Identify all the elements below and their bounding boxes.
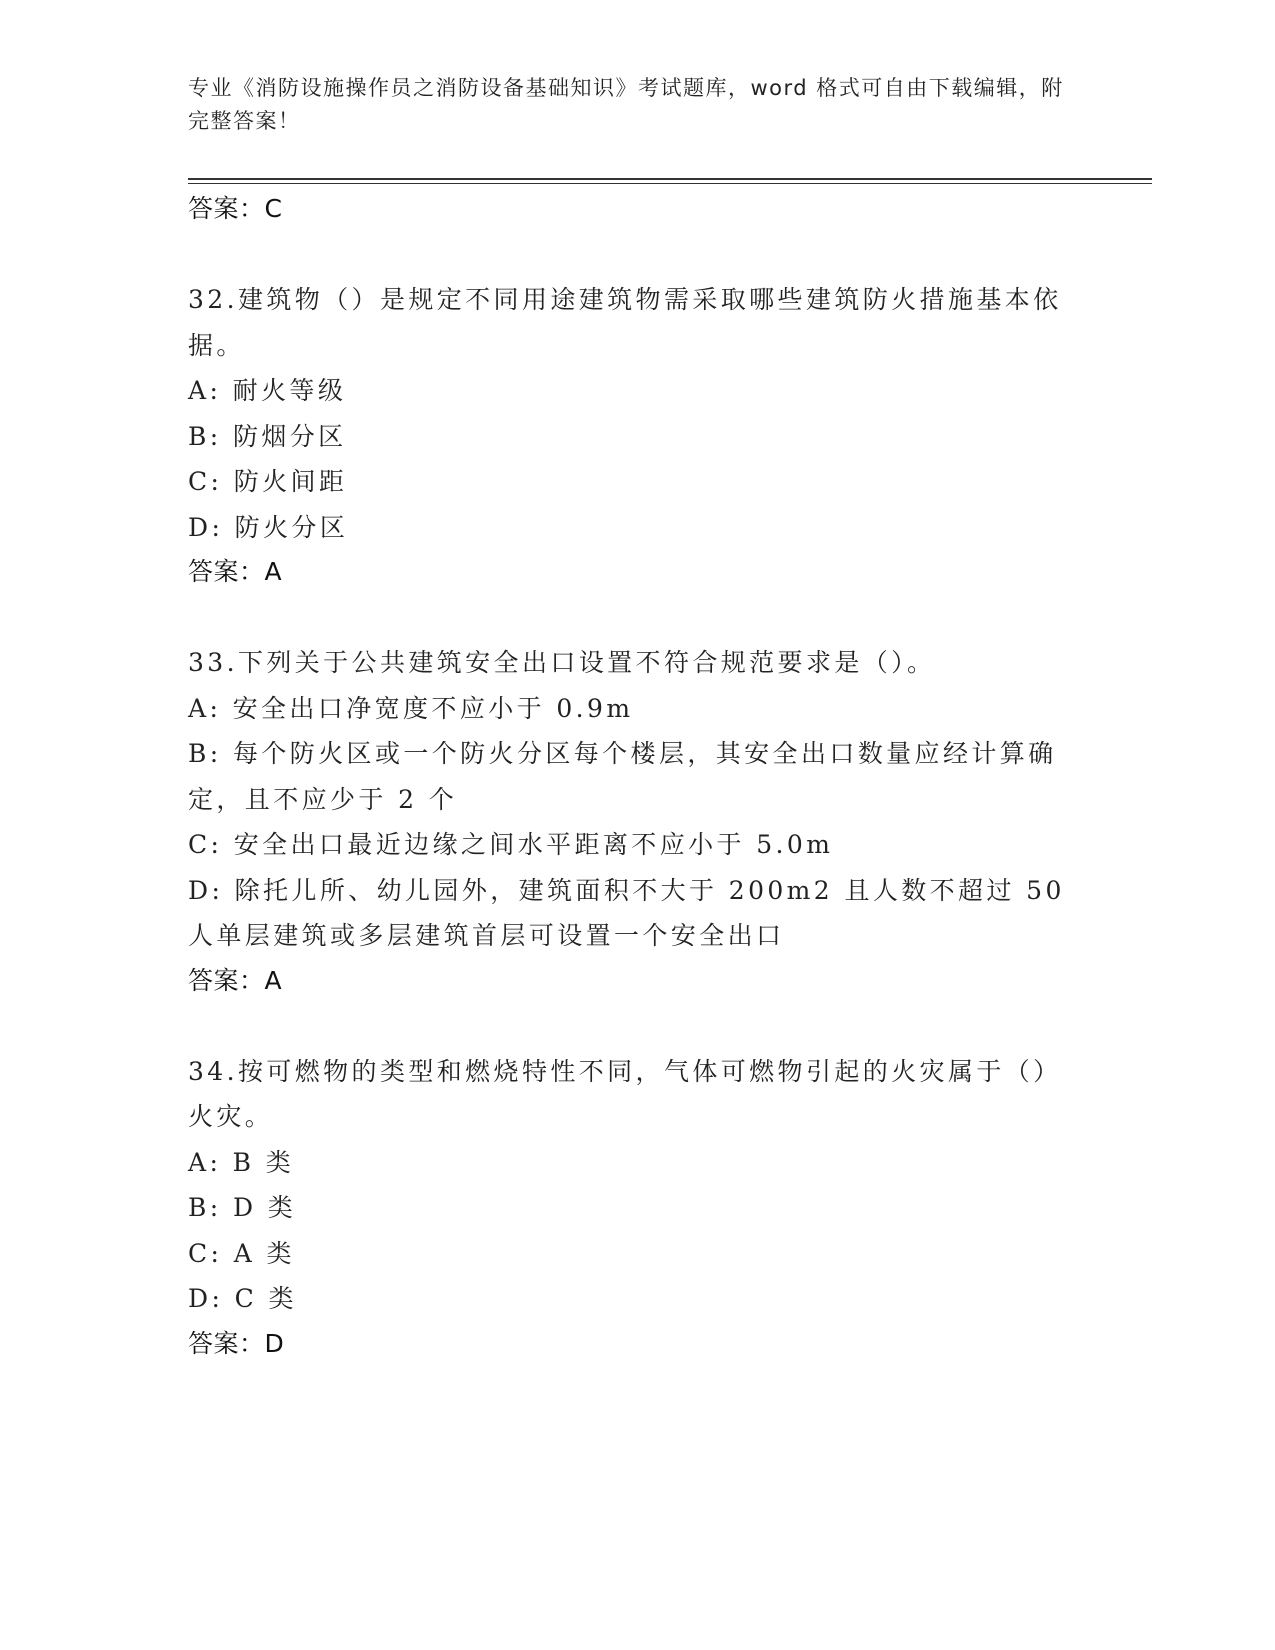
option-c: C: 防火间距 <box>188 467 348 496</box>
question-32 <box>188 277 1088 594</box>
question-answer: 答案：D <box>188 1328 285 1358</box>
option-a: A: 安全出口净宽度不应小于 0.9m <box>188 693 634 723</box>
option-c: C: A 类 <box>188 1238 295 1268</box>
question-stem: 34.按可燃物的类型和燃烧特性不同，气体可燃物引起的火灾属于（）火灾。 <box>188 1056 1062 1131</box>
header-divider-thin <box>188 183 1152 184</box>
option-a: A: B 类 <box>188 1147 295 1177</box>
question-answer: 答案：A <box>188 557 283 586</box>
option-b: B: D 类 <box>188 1193 297 1222</box>
option-c: C: 安全出口最近边缘之间水平距离不应小于 5.0m <box>188 830 834 859</box>
document-header: 专业《消防设施操作员之消防设备基础知识》考试题库，word 格式可自由下载编辑，附完整答案！ <box>188 76 1064 133</box>
option-b: B: 防烟分区 <box>188 421 347 451</box>
header-divider-thick <box>188 178 1152 180</box>
question-34 <box>188 1049 1088 1366</box>
option-d: D: C 类 <box>188 1284 297 1313</box>
question-answer: 答案：A <box>188 965 283 995</box>
previous-answer: 答案：C <box>188 194 283 223</box>
option-a: A: 耐火等级 <box>188 376 347 405</box>
question-33 <box>188 640 1088 1003</box>
question-stem: 33.下列关于公共建筑安全出口设置不符合规范要求是（）。 <box>188 648 936 677</box>
option-b: B: 每个防火区或一个防火分区每个楼层，其安全出口数量应经计算确定，且不应少于 2 个 <box>188 739 1057 814</box>
option-d: D: 除托儿所、幼儿园外，建筑面积不大于 200m2 且人数不超过 50 人单层建筑或多层建筑首层可设置一个安全出口 <box>188 875 1065 950</box>
question-stem: 32.建筑物（）是规定不同用途建筑物需采取哪些建筑防火措施基本依据。 <box>188 285 1062 360</box>
option-d: D: 防火分区 <box>188 512 349 542</box>
document-content <box>188 187 1088 1366</box>
